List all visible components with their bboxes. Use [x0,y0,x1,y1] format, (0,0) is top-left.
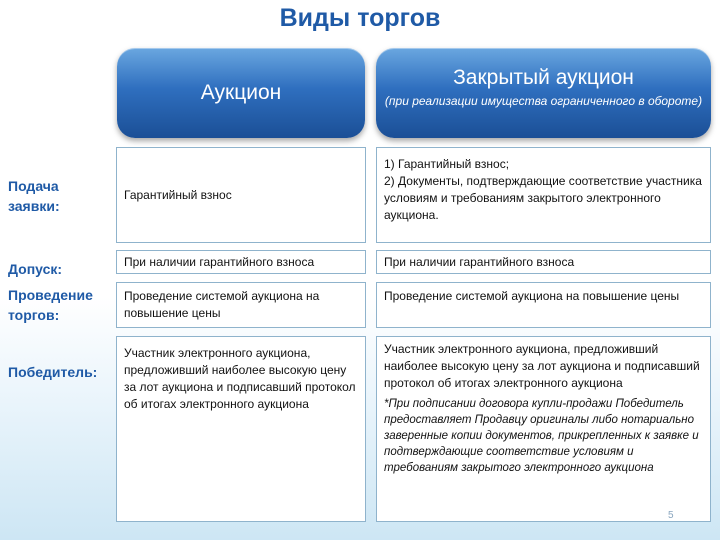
conduct-auction-cell [116,282,366,328]
conduct-auction-text: Проведение системой аукциона на повышение цены [124,289,320,320]
application-closed-line2: 2) Документы, подтверждающие соответствие участника условиям и требованиям закрытого электронного аукциона. [384,174,702,222]
row-label-conduct: Проведение торгов: [8,287,93,323]
winner-closed-text: Участник электронного аукциона, предложивший наиболее высокую цену за лот аукциона и подписавший протокол об итогах электронного аукциона [384,342,700,390]
application-closed-cell [376,147,711,243]
winner-closed-note: *При подписании договора купли-продажи Победитель предоставляет Продавцу оригиналы либо нотариально заверенные копии документов, прикрепленных к заявке и подтверждающие соответствие условиям и требованиям закрытого электронного аукциона [384,398,699,474]
winner-closed-cell [376,336,711,522]
admission-auction-text: При наличии гарантийного взноса [124,255,315,269]
closed-auction-header [376,48,711,138]
closed-auction-header-subtitle: (при реализации имущества ограниченного в обороте) [384,94,703,108]
auction-header-title: Аукцион [200,81,282,104]
page-number: 5 [668,510,674,521]
auction-header [117,48,365,138]
admission-auction-cell [116,250,366,274]
row-label-admission: Допуск: [8,261,63,277]
winner-auction-cell [116,336,366,522]
admission-closed-cell [376,250,711,274]
application-auction-cell [116,147,366,243]
admission-closed-text: При наличии гарантийного взноса [384,255,575,269]
row-label-winner: Победитель: [8,364,98,380]
conduct-closed-text: Проведение системой аукциона на повышение цены [384,289,680,303]
page-title: Виды торгов [279,4,441,32]
application-auction-text: Гарантийный взнос [124,187,232,202]
conduct-closed-cell [376,282,711,328]
closed-auction-header-title: Закрытый аукцион [453,66,634,89]
application-closed-line1: 1) Гарантийный взнос; [384,157,510,171]
row-label-application: Подача заявки: [8,178,60,214]
winner-auction-text: Участник электронного аукциона, предложивший наиболее высокую цену за лот аукциона и подписавший протокол об итогах электронного аукциона [124,346,356,411]
